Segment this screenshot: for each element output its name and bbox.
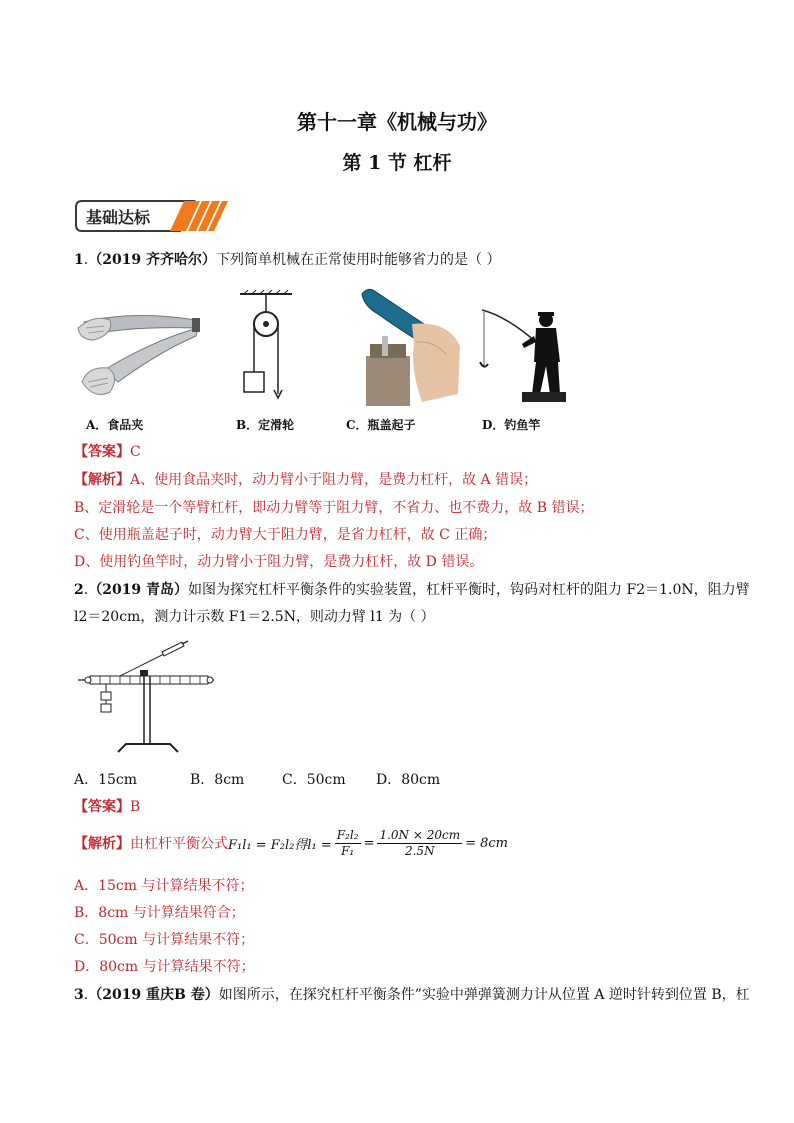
- q1-option-d: D．钓鱼竿: [482, 418, 541, 432]
- q2-analysis-line-a: A．15cm 与计算结果不符；: [74, 878, 254, 894]
- formula-fraction-1-denominator: F₁: [341, 843, 355, 858]
- formula-fraction-2-numerator: 1.0N × 20cm: [379, 827, 461, 842]
- q1-analysis-tag: 【解析】: [74, 472, 130, 488]
- bottle-opener-image: [352, 284, 462, 406]
- q2-option-a: A．15cm: [74, 772, 138, 788]
- q1-answer-tag: 【答案】: [74, 444, 130, 460]
- q1-analysis-line-3: C、使用瓶盖起子时，动力臂大于阻力臂，是省力杠杆，故 C 正确；: [74, 527, 497, 543]
- lever-apparatus-image: [74, 640, 224, 756]
- fixed-pulley-image: [230, 290, 300, 406]
- q3-number: 3: [74, 987, 84, 1003]
- q1-analysis-line-1: [74, 470, 537, 490]
- q2-analysis-line-b: B．8cm 与计算结果符合；: [74, 905, 245, 921]
- q2-answer-value: B: [130, 799, 141, 815]
- q1-answer-value: C: [130, 444, 141, 460]
- q1-source: （2019 齐齐哈尔）: [88, 252, 217, 268]
- q2-analysis-tag: 【解析】: [74, 836, 130, 852]
- q2-option-c: C．50cm: [282, 772, 346, 788]
- formula-fraction-1-numerator: F₂l₂: [336, 827, 359, 842]
- q2-answer-tag: 【答案】: [74, 799, 130, 815]
- q1-option-b: B．定滑轮: [236, 418, 295, 432]
- q2-text-1: 如图为探究杠杆平衡条件的实验装置，杠杆平衡时，钩码对杠杆的阻力 F2＝1.0N，阻力臂: [188, 582, 750, 598]
- formula-lhs: F₁l₁ = F₂l₂得l₁ =: [228, 837, 332, 853]
- q2-number: 2: [74, 582, 84, 598]
- q1-number: 1: [74, 252, 84, 268]
- chapter-title: 第十一章《机械与功》: [297, 110, 497, 134]
- formula-result: = 8cm: [465, 835, 509, 851]
- question-1: 1.（2019 齐齐哈尔）下列简单机械在正常使用时能够省力的是（ ）: [74, 252, 501, 268]
- q2-answer: [74, 797, 140, 817]
- formula-fraction-2-denominator: 2.5N: [404, 843, 435, 858]
- q2-analysis-line-d: D．80cm 与计算结果不符；: [74, 959, 255, 975]
- q1-analysis-line-2: B、定滑轮是一个等臂杠杆，即动力臂等于阻力臂，不省力、也不费力，故 B 错误；: [74, 500, 594, 516]
- q2-option-d: D．80cm: [376, 772, 441, 788]
- q3-source: （2019 重庆B 卷）: [88, 987, 219, 1003]
- formula-fraction-2: [377, 828, 462, 859]
- q3-text: 如图所示，在探究杠杆平衡条件”实验中弹弹簧测力计从位置 A 逆时针转到位置 B，杠: [218, 987, 750, 1003]
- q1-option-c: C．瓶盖起子: [346, 418, 416, 432]
- question-2-line-1: 2.（2019 青岛）如图为探究杠杆平衡条件的实验装置，杠杆平衡时，钩码对杠杆的阻力 F2＝1.0N，阻力臂: [74, 582, 750, 598]
- badge-label: 基础达标: [86, 208, 151, 227]
- q2-analysis-formula-line: 【解析】 由杠杆平衡公式 F₁l₁ = F₂l₂得l₁ = $\frac{\text{F₂l₂}}{\text{F₁}}$ = $\frac{1.0N \times 20cm}{2.5N}$ = 8cm: [74, 827, 509, 858]
- q2-source: （2019 青岛）: [88, 582, 189, 598]
- q2-analysis-line-c: C．50cm 与计算结果不符；: [74, 932, 255, 948]
- q1-analysis-text-1: A、使用食品夹时，动力臂小于阻力臂，是费力杠杆，故 A 错误；: [130, 472, 538, 488]
- q2-analysis-intro: 由杠杆平衡公式: [130, 836, 228, 852]
- question-3: 3.（2019 重庆B 卷）如图所示，在探究杠杆平衡条件”实验中弹弹簧测力计从位置 A 逆时针转到位置 B，杠: [74, 987, 750, 1003]
- section-title: 第 1 节 杠杆: [342, 152, 452, 174]
- q1-analysis-line-4: D、使用钓鱼竿时，动力臂小于阻力臂，是费力杠杆，故 D 错误。: [74, 554, 484, 570]
- q2-text-2: l2＝20cm，测力计示数 F1＝2.5N，则动力臂 l1 为（ ）: [74, 609, 435, 625]
- q2-option-b: B．8cm: [190, 772, 245, 788]
- q1-text: 下列简单机械在正常使用时能够省力的是（ ）: [216, 252, 501, 268]
- q1-answer: [74, 442, 141, 462]
- q1-option-a: A．食品夹: [86, 418, 144, 432]
- fishing-rod-image: [476, 306, 566, 406]
- food-tongs-image: [74, 300, 204, 406]
- formula-fraction-1: [335, 828, 361, 859]
- section-badge: [74, 198, 234, 234]
